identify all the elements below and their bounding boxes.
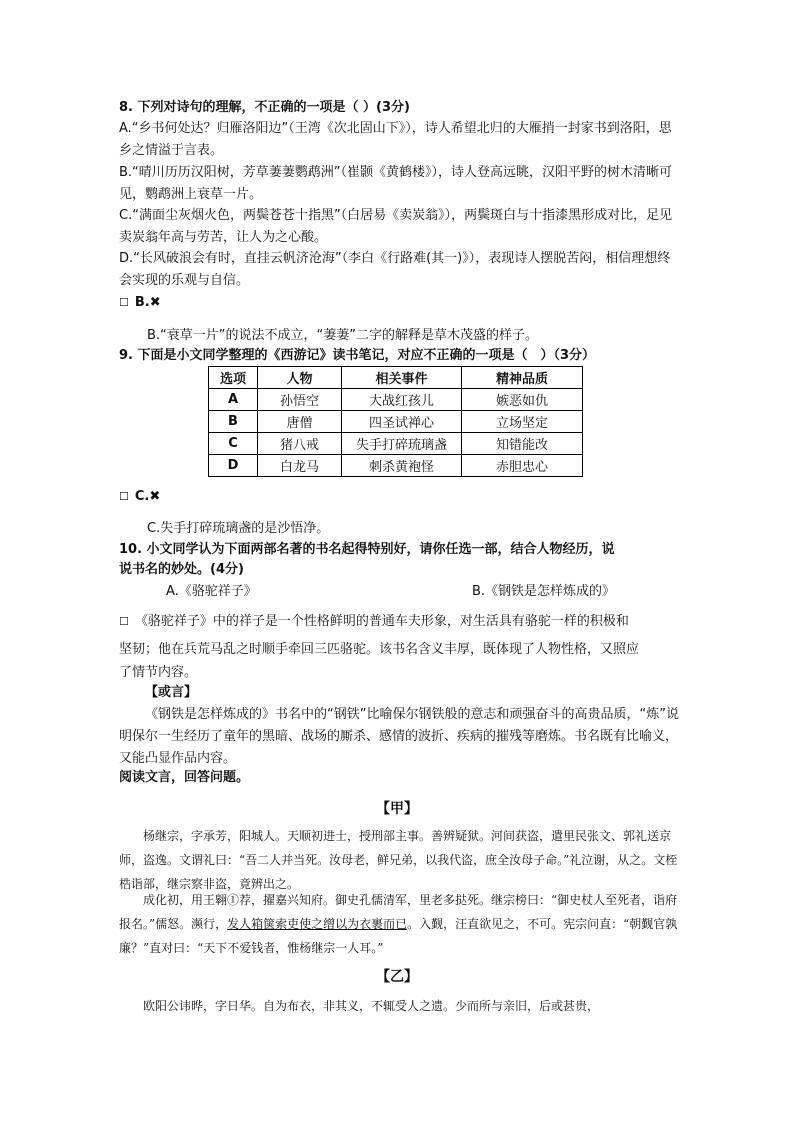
q8-option-b: B.“晴川历历汉阳树，芳草萋萋鹦鹉洲”（崔颢《黄鹤楼》），诗人登高远眺，汉阳平野的树木清晰可见，鹦鹉洲上衰草一片。 (119, 165, 673, 202)
passage-jia-title: 【甲】 (376, 801, 418, 817)
q10-answer-line1-row (119, 611, 679, 633)
table-cell: 唐僧 (258, 411, 342, 433)
table-row (209, 389, 583, 411)
q9-explanation: C.失手打碎琉璃盏的是沙悟净。 (147, 521, 330, 536)
underlined-sentence: 发人箱箧索吏使之缯以为衣裹而已 (227, 917, 408, 931)
table-header: 精神品质 (462, 367, 583, 389)
table-cell: 猪八戒 (258, 433, 342, 455)
passage-jia-text: 成化初，用王翱①荐，擢嘉兴知府。御史孔儒清军，里老多挞死。继宗榜曰：“御史杖人至死者，诣府报名。”儒怒。濒行， (119, 893, 678, 931)
passage-jia-text: 。入觐，汪直欲见之，不可。宪宗问直：“朝觐官孰廉？”直对曰：“天下不爱钱者，惟杨继宗一人耳。” (119, 917, 678, 955)
table-header: 选项 (209, 367, 258, 389)
q9-answer-row (119, 486, 679, 508)
passage-jia-paragraph-2 (119, 888, 679, 960)
q8-explanation: B.“衰草一片”的说法不成立，“萋萋”二字的解释是草木茂盛的样子。 (147, 328, 538, 343)
table-cell: 嫉恶如仇 (462, 389, 583, 411)
checkbox-icon: ☐ (119, 490, 129, 503)
table-row (209, 455, 583, 477)
q10-option-b: B.《钢铁是怎样炼成的》 (472, 584, 616, 599)
table-cell: B (209, 411, 258, 433)
checkbox-icon: ☐ (119, 296, 129, 309)
q10-option-a: A.《骆驼祥子》 (166, 584, 257, 599)
table-header: 人物 (258, 367, 342, 389)
reading-notes-table (208, 366, 583, 477)
table-row (209, 433, 583, 455)
q10-question-line1: 10. 小文同学认为下面两部名著的书名起得特别好，请你任选一部，结合人物经历，说 (119, 542, 615, 557)
q10-or-text: 《钢铁是怎样炼成的》书名中的“钢铁”比喻保尔钢铁般的意志和顽强奋斗的高贵品质，“炼”说明保尔一生经历了童年的黑暗、战场的厮杀、感情的波折、疾病的摧残等磨炼。书名既有比喻义，又能凸显作品内容。 (119, 707, 679, 766)
q10-question-line2: 说书名的妙处。(4分) (119, 562, 244, 577)
table-cell: D (209, 455, 258, 477)
q9-question: 9. 下面是小文同学整理的《西游记》读书笔记，对应不正确的一项是（ ）（3分） (119, 348, 596, 363)
q10-answer-line3: 了情节内容。 (119, 665, 198, 680)
table-cell: 白龙马 (258, 455, 342, 477)
q10-or-label: 【或言】 (145, 685, 198, 700)
checkbox-icon: ☐ (119, 615, 129, 628)
table-cell: A (209, 389, 258, 411)
table-cell: 失手打碎琉璃盏 (342, 433, 462, 455)
q8-question: 8. 下列对诗句的理解，不正确的一项是（ ）(3分) (119, 100, 410, 115)
q10-answer-line2: 坚韧；他在兵荒马乱之时顺手牵回三匹骆驼。该书名含义丰厚，既体现了人物性格，又照应 (119, 642, 640, 657)
table-cell: 孙悟空 (258, 389, 342, 411)
reading-title: 阅读文言，回答问题。 (119, 770, 250, 785)
table-cell: 刺杀黄袍怪 (342, 455, 462, 477)
table-cell: 赤胆忠心 (462, 455, 583, 477)
passage-yi-paragraph-1: 欧阳公讳晔，字日华。自为布衣，非其义，不辄受人之遗。少而所与亲旧，后或甚贵， (143, 999, 600, 1013)
table-header-row (209, 367, 583, 389)
q8-answer: B.✖ (134, 295, 161, 310)
table-cell: C (209, 433, 258, 455)
passage-jia-paragraph-1: 杨继宗，字承芳，阳城人。天顺初进士，授刑部主事。善辨疑狱。河间获盗，遣里民张文、郭礼送京师，盗逸。文谓礼曰：“吾二人并当死。汝母老，鲜兄弟，以我代盗，庶全汝母子命。”礼泣谢，从之。文桎梏诣部，继宗察非盗，竟辨出之。 (119, 829, 678, 891)
q8-answer-row (119, 292, 679, 314)
table-header: 相关事件 (342, 367, 462, 389)
q9-answer: C.✖ (134, 489, 161, 504)
q8-option-d: D.“长风破浪会有时，直挂云帆济沧海”（李白《行路难(其一)》），表现诗人摆脱苦闷，相信理想终会实现的乐观与自信。 (119, 251, 671, 288)
table-cell: 大战红孩儿 (342, 389, 462, 411)
table-cell: 立场坚定 (462, 411, 583, 433)
table-row (209, 411, 583, 433)
table-cell: 四圣试禅心 (342, 411, 462, 433)
q8-option-c: C.“满面尘灰烟火色，两鬓苍苍十指黑”（白居易《卖炭翁》），两鬓斑白与十指漆黑形成对比，足见卖炭翁年高与劳苦，让人为之心酸。 (119, 208, 673, 245)
q8-option-a: A.“乡书何处达？归雁洛阳边”（王湾《次北固山下》），诗人希望北归的大雁捎一封家书到洛阳，思乡之情溢于言表。 (119, 121, 672, 158)
table-cell: 知错能改 (462, 433, 583, 455)
q10-answer-line1: 《骆驼祥子》中的祥子是一个性格鲜明的普通车夫形象，对生活具有骆驼一样的积极和 (134, 614, 629, 629)
passage-yi-title: 【乙】 (376, 969, 418, 985)
